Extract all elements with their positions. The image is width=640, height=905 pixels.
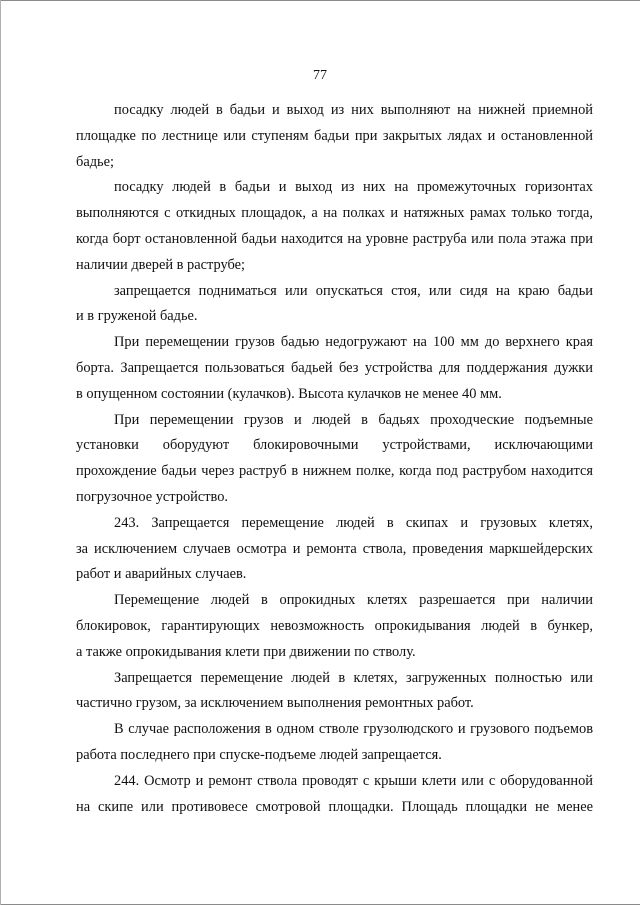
paragraph-boarding-bottom — [76, 98, 593, 175]
paragraph-clause-243 — [76, 511, 593, 588]
text-line: В случае расположения в одном стволе грузолюдского и грузового подъемов — [114, 721, 593, 738]
text-line: частично грузом, за исключением выполнения ремонтных работ. — [76, 695, 474, 712]
page-edge-left — [0, 0, 1, 905]
text-line: Перемещение людей в опрокидных клетях разрешается при наличии — [114, 592, 593, 609]
paragraph-clause-244 — [76, 769, 593, 821]
text-line: в опущенном состоянии (кулачков). Высота кулачков не менее 40 мм. — [76, 385, 502, 402]
text-line: погрузочное устройство. — [76, 488, 229, 505]
text-line: Запрещается перемещение людей в клетях, загруженных полностью или — [114, 669, 593, 686]
text-line: наличии дверей в раструбе; — [76, 256, 245, 273]
text-line: выполняются с откидных площадок, а на полках и натяжных рамах только тогда, — [76, 205, 593, 222]
text-line: работ и аварийных случаев. — [76, 566, 247, 583]
paragraph-shared-shaft — [76, 717, 593, 769]
text-line: посадку людей в бадьи и выход из них на промежуточных горизонтах — [114, 179, 593, 196]
paragraph-boarding-intermediate — [76, 175, 593, 278]
text-line: прохождение бадьи через раструб в нижнем полке, когда под раструбом находится — [76, 463, 593, 480]
text-line: бадье; — [76, 153, 114, 170]
text-line: блокировок, гарантирующих невозможность опрокидывания людей в бункер, — [76, 617, 593, 634]
text-line: и в груженой бадье. — [76, 308, 198, 325]
paragraph-loaded-cages — [76, 666, 593, 718]
text-line: 244. Осмотр и ремонт ствола проводят с крыши клети или с оборудованной — [114, 772, 593, 789]
text-line: за исключением случаев осмотра и ремонта ствола, проведения маркшейдерских — [76, 540, 593, 557]
paragraph-standing-prohibition — [76, 279, 593, 331]
text-line: посадку людей в бадьи и выход из них выполняют на нижней приемной — [114, 102, 593, 118]
text-line: на скипе или противовесе смотровой площадки. Площадь площадки не менее — [76, 798, 593, 815]
text-line: а также опрокидывания клети при движении по стволу. — [76, 643, 416, 660]
text-line: работа последнего при спуске-подъеме людей запрещается. — [76, 746, 442, 763]
text-line: При перемещении грузов бадью недогружают на 100 мм до верхнего края — [114, 334, 593, 351]
text-line: установки оборудуют блокировочными устройствами, исключающими — [76, 437, 593, 454]
text-line: запрещается подниматься или опускаться стоя, или сидя на краю бадьи — [114, 282, 593, 299]
paragraph-cargo-loading — [76, 330, 593, 407]
document-body — [76, 98, 593, 820]
text-line: площадке по лестнице или ступеням бадьи при закрытых лядах и остановленной — [76, 127, 593, 144]
paragraph-tipping-cages — [76, 588, 593, 665]
text-line: борта. Запрещается пользоваться бадьей без устройства для поддержания дужки — [76, 359, 593, 376]
text-line: 243. Запрещается перемещение людей в скипах и грузовых клетях, — [114, 514, 593, 531]
text-line: когда борт остановленной бадьи находится на уровне раструба или пола этажа при — [76, 230, 593, 247]
text-line: При перемещении грузов и людей в бадьях проходческие подъемные — [114, 411, 593, 428]
page-edge-top — [0, 0, 640, 1]
paragraph-blocking-devices — [76, 408, 593, 511]
page-number: 77 — [313, 68, 327, 83]
